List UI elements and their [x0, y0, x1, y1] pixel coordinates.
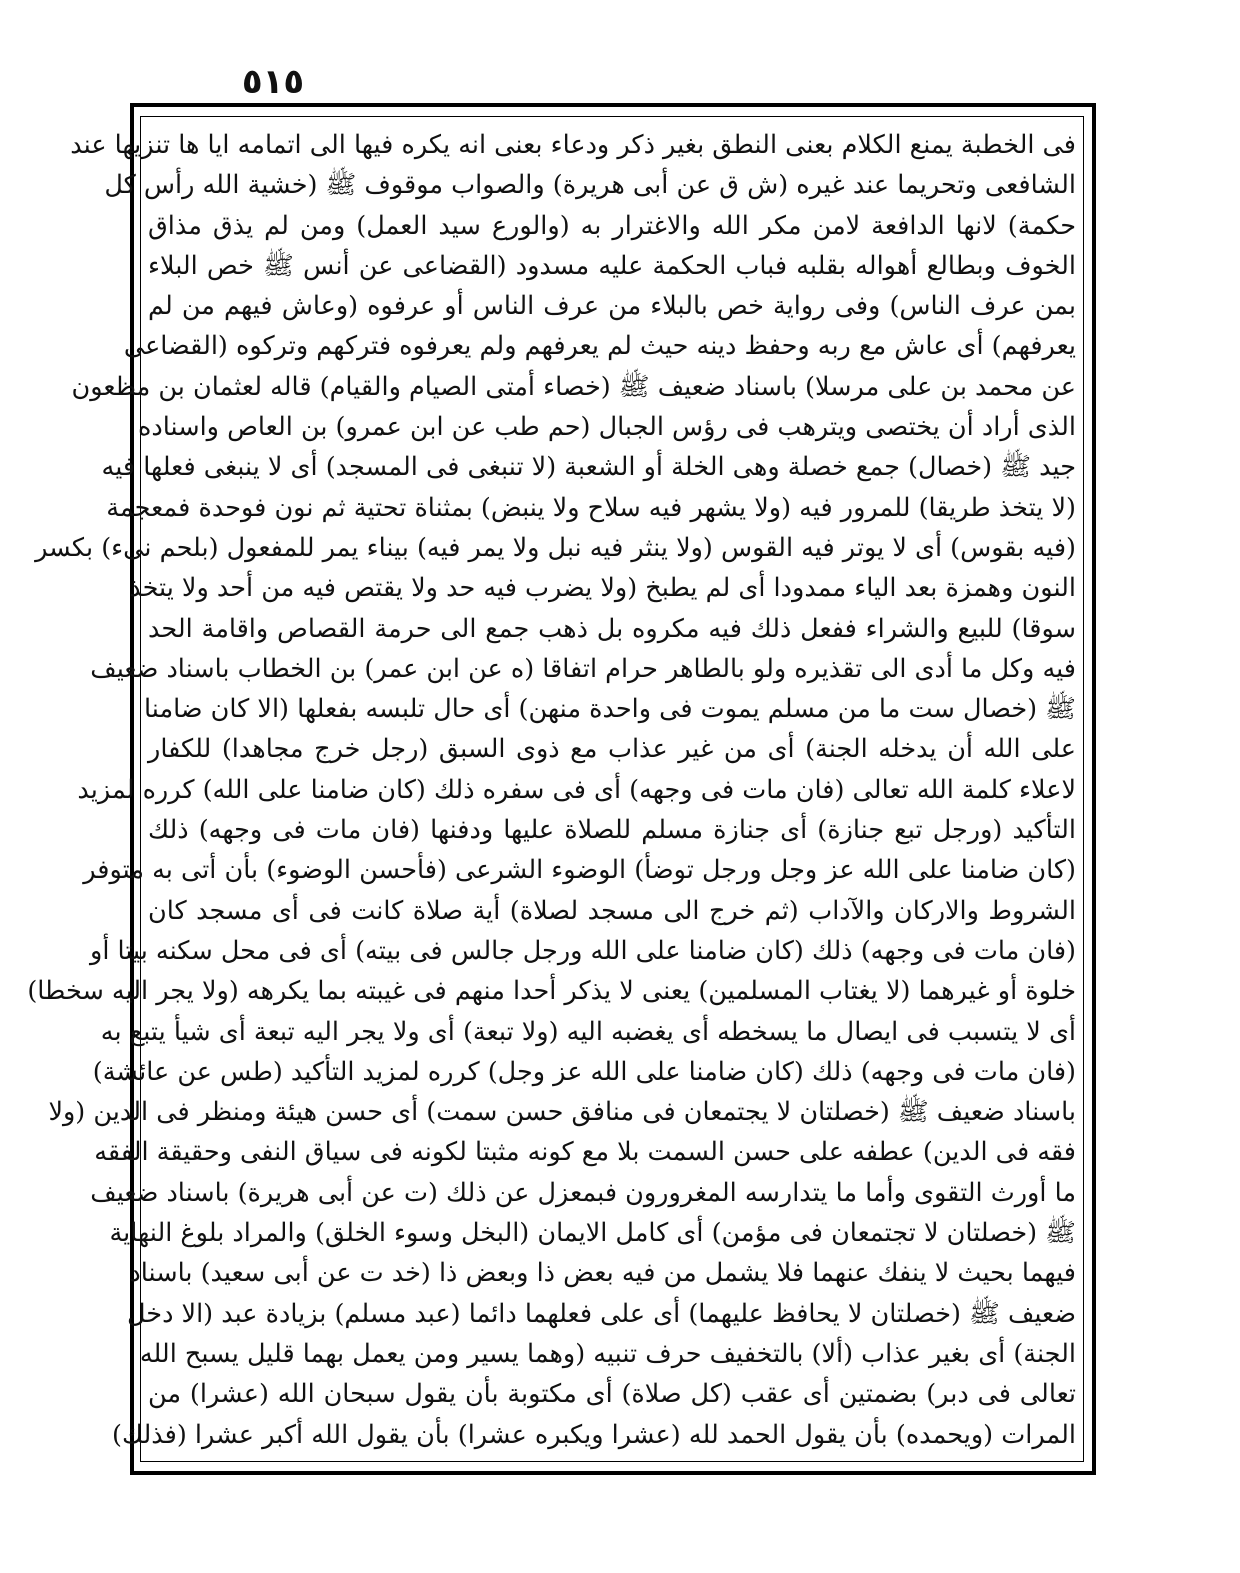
text-line: حكمة) لانها الدافعة لامن مكر الله والاغترار به (والورع سيد العمل) ومن لم يذق مذاق — [148, 210, 1076, 241]
text-line: أى لا يتسبب فى ايصال ما يسخطه أى يغضبه اليه (ولا تبعة) أى ولا يجر اليه تبعة أى شيأ يتبع به — [100, 1016, 1076, 1047]
text-line: لاعلاء كلمة الله تعالى (فان مات فى وجهه) أى فى سفره ذلك (كان ضامنا على الله) كرره لمزيد — [77, 774, 1076, 805]
text-line: يعرفهم) أى عاش مع ربه وحفظ دينه حيث لم يعرفهم ولم يعرفوه فتركهم وتركوه (القضاعى — [123, 331, 1076, 362]
text-line: التأكيد (ورجل تبع جنازة) أى جنازة مسلم للصلاة عليها ودفنها (فان مات فى وجهه) ذلك — [148, 815, 1076, 846]
text-line: جيد ﷺ (خصال) جمع خصلة وهى الخلة أو الشعبة (لا تنبغى فى المسجد) أى لا ينبغى فعلها فيه — [101, 452, 1076, 483]
text-line: الشروط والاركان والآداب (ثم خرج الى مسجد لصلاة) أية صلاة كانت فى أى مسجد كان — [148, 895, 1076, 926]
text-line: (كان ضامنا على الله عز وجل ورجل توضأ) الوضوء الشرعى (فأحسن الوضوء) بأن أتى به متوفر — [83, 855, 1076, 886]
text-line: النون وهمزة بعد الياء ممدودا أى لم يطبخ (ولا يضرب فيه حد ولا يقتص فيه من أحد ولا يتخذ — [129, 573, 1076, 604]
text-line: الجنة) أى بغير عذاب (ألا) بالتخفيف حرف تنبيه (وهما يسير ومن يعمل بهما قليل يسبح الله — [139, 1338, 1076, 1369]
text-line: سوقا) للبيع والشراء ففعل ذلك فيه مكروه بل ذهب جمع الى حرمة القصاص واقامة الحد — [148, 613, 1076, 644]
page-number: ٥١٥ — [241, 62, 305, 102]
text-line: خلوة أو غيرهما (لا يغتاب المسلمين) يعنى لا يذكر أحدا منهم فى غيبته بما يكرهه (ولا يجر اليه سخطا) — [27, 976, 1076, 1007]
text-line: ضعيف ﷺ (خصلتان لا يحافظ عليهما) أى على فعلهما دائما (عبد مسلم) بزيادة عبد (الا دخل — [127, 1298, 1076, 1329]
text-line: المرات (ويحمده) بأن يقول الحمد لله (عشرا ويكبره عشرا) بأن يقول الله أكبر عشرا (فذلك) — [112, 1419, 1076, 1450]
body-text — [27, 125, 1076, 1457]
text-line: فى الخطبة يمنع الكلام بعنى النطق بغير ذكر ودعاء بعنى انه يكره فيها الى اتمامه ايا ها تنزيها عند — [70, 130, 1076, 160]
text-line: فقه فى الدين) عطفه على حسن السمت بلا مع كونه مثبتا لكونه فى سياق النفى وحقيقة الفقه — [94, 1137, 1076, 1168]
text-line: تعالى فى دبر) بضمتين أى عقب (كل صلاة) أى مكتوبة بأن يقول سبحان الله (عشرا) من — [148, 1379, 1076, 1410]
text-line: (فيه بقوس) أى لا يوتر فيه القوس (ولا ينثر فيه نبل ولا يمر فيه) بيناء يمر للمفعول (بلحم نىء) بكسر — [35, 532, 1076, 563]
text-line: ما أورث التقوى وأما ما يتدارسه المغرورون فبمعزل عن ذلك (ت عن أبى هريرة) باسناد ضعيف — [90, 1177, 1076, 1208]
text-line: على الله أن يدخله الجنة) أى من غير عذاب مع ذوى السبق (رجل خرج مجاهدا) للكفار — [148, 734, 1076, 765]
text-line: عن محمد بن على مرسلا) باسناد ضعيف ﷺ (خصاء أمتى الصيام والقيام) قاله لعثمان بن مظعون — [71, 371, 1076, 402]
text-line: (فان مات فى وجهه) ذلك (كان ضامنا على الله عز وجل) كرره لمزيد التأكيد (طس عن عائشة) — [92, 1056, 1076, 1087]
text-line: فيه وكل ما أدى الى تقذيره ولو بالطاهر حرام اتفاقا (ه عن ابن عمر) بن الخطاب باسناد ضعيف — [90, 653, 1076, 684]
text-line: بمن عرف الناس) وفى رواية خص بالبلاء من عرف الناس أو عرفوه (وعاش فيهم من لم — [148, 291, 1076, 322]
text-line: ﷺ (خصال ست ما من مسلم يموت فى واحدة منهن) أى حال تلبسه بفعلها (الا كان ضامنا — [144, 694, 1076, 725]
text-line: (لا يتخذ طريقا) للمرور فيه (ولا يشهر فيه سلاح ولا ينبض) بمثناة تحتية ثم نون فوحدة فمعجمة — [106, 492, 1076, 523]
text-line: ﷺ (خصلتان لا تجتمعان فى مؤمن) أى كامل الايمان (البخل وسوء الخلق) والمراد بلوغ النهاية — [109, 1218, 1076, 1249]
text-line: (فان مات فى وجهه) ذلك (كان ضامنا على الله ورجل جالس فى بيته) أى فى محل سكنه بيتا أو — [90, 935, 1076, 966]
text-line: باسناد ضعيف ﷺ (خصلتان لا يجتمعان فى منافق حسن سمت) أى حسن هيئة ومنظر فى الدين (ولا — [48, 1097, 1076, 1128]
text-line: الخوف وبطالع أهواله بقلبه فباب الحكمة عليه مسدود (القضاعى عن أنس ﷺ خص البلاء — [148, 250, 1076, 281]
text-line: الذى أراد أن يختصى ويترهب فى رؤس الجبال (حم طب عن ابن عمرو) بن العاص واسناده — [138, 412, 1076, 443]
text-line: فيهما بحيث لا ينفك عنهما فلا يشمل من فيه بعض ذا وبعض ذا (خد ت عن أبى سعيد) باسناد — [129, 1258, 1076, 1289]
text-line: الشافعى وتحريما عند غيره (ش ق عن أبى هريرة) والصواب موقوف ﷺ (خشية الله رأس كل — [104, 170, 1076, 201]
